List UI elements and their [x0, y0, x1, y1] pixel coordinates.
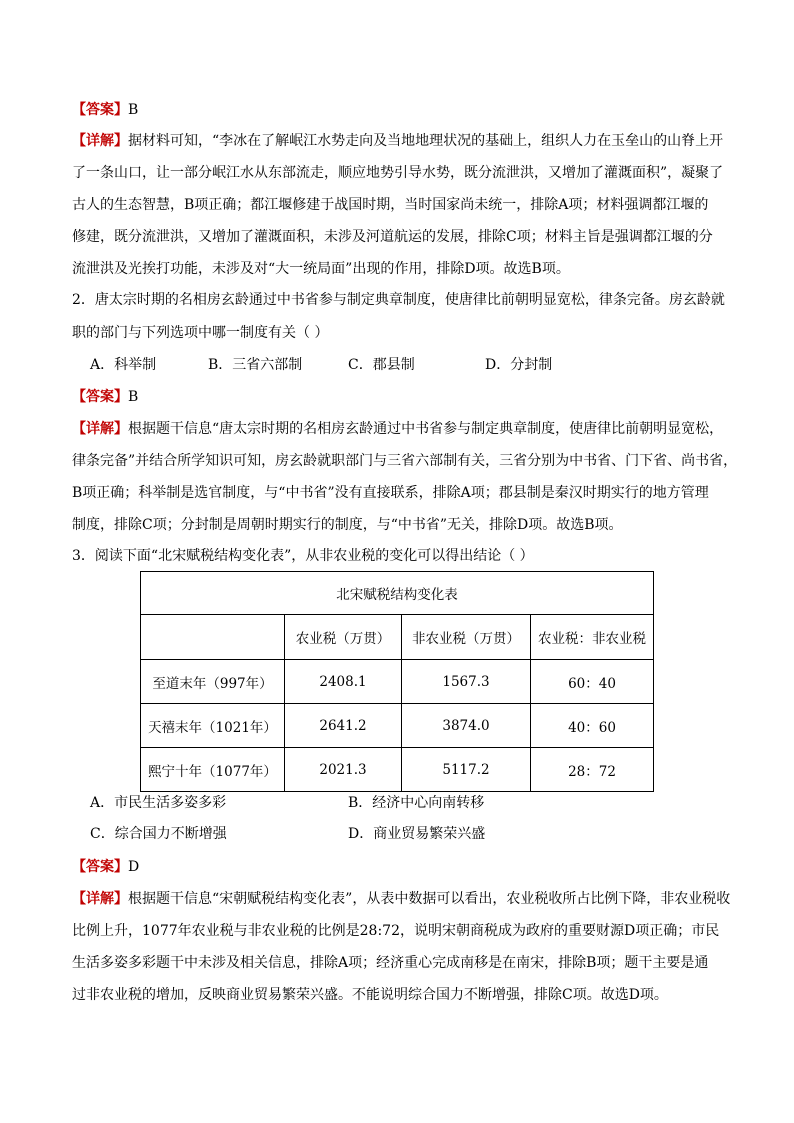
q3-option-c: C．综合国力不断增强	[90, 826, 227, 842]
q2-option-a: A．科举制	[90, 357, 157, 373]
q3-option-a: A．市民生活多姿多彩	[90, 795, 227, 811]
detail-tag: 【详解】	[72, 891, 128, 907]
answer-value: B	[128, 389, 139, 405]
q1-detail-line: 修建，既分流泄洪，又增加了灌溉面积，未涉及河道航运的发展，排除C项；材料主旨是强调都江堰的分	[72, 229, 713, 245]
table-header-cell: 农业税（万贯）	[285, 615, 402, 660]
table-cell: 2641.2	[285, 704, 402, 748]
q2-answer	[72, 387, 138, 407]
table-header-cell: 非农业税（万贯）	[402, 615, 531, 660]
table-cell: 天禧末年（1021年）	[141, 704, 285, 748]
table-header-row	[141, 615, 654, 660]
table-cell: 40：60	[531, 704, 654, 748]
table-cell: 至道末年（997年）	[141, 660, 285, 704]
q2-stem-line: 2．唐太宗时期的名相房玄龄通过中书省参与制定典章制度，使唐律比前朝明显宽松，律条完备。房玄龄就	[72, 292, 725, 308]
tax-structure-table	[140, 571, 654, 792]
table-cell: 熙宁十年（1077年）	[141, 748, 285, 792]
q2-option-c: C．郡县制	[348, 357, 415, 373]
q3-detail-line: 比例上升，1077年农业税与非农业税的比例是28:72，说明宋朝商税成为政府的重要财源D项正确；市民	[72, 923, 720, 939]
answer-tag: 【答案】	[72, 389, 128, 405]
detail-tag: 【详解】	[72, 133, 128, 149]
q1-detail-line: 古人的生态智慧，B项正确；都江堰修建于战国时期，当时国家尚未统一，排除A项；材料强调都江堰的	[72, 197, 709, 213]
q2-detail-line	[72, 419, 723, 439]
q2-stem-line: 职的部门与下列选项中哪一制度有关（ ）	[72, 325, 329, 341]
q1-detail-line: 了一条山口，让一部分岷江水从东部流走，顺应地势引导水势，既分流泄洪，又增加了灌溉面积”，凝聚了	[72, 165, 724, 181]
q2-option-b: B．三省六部制	[208, 357, 303, 373]
table-row	[141, 660, 654, 704]
q2-detail-line: 律条完备”并结合所学知识可知，房玄龄就职部门与三省六部制有关，三省分别为中书省、门下省、尚书省，	[72, 453, 738, 469]
q3-stem: 3．阅读下面“北宋赋税结构变化表”，从非农业税的变化可以得出结论（ ）	[72, 548, 534, 564]
q1-answer	[72, 100, 138, 120]
answer-tag: 【答案】	[72, 859, 128, 875]
table-row	[141, 704, 654, 748]
table-header-cell: 农业税：非农业税	[531, 615, 654, 660]
answer-tag: 【答案】	[72, 102, 128, 118]
q2-option-d: D．分封制	[485, 357, 553, 373]
q1-detail-line: 流泄洪及光挨打功能，未涉及对“大一统局面”出现的作用，排除D项。故选B项。	[72, 261, 570, 277]
detail-text: 根据题干信息“宋朝赋税结构变化表”，从表中数据可以看出，农业税收所占比例下降，非农业税收	[128, 891, 731, 907]
q2-detail-line: 制度，排除C项；分封制是周朝时期实行的制度，与“中书省”无关，排除D项。故选B项。	[72, 517, 623, 533]
table-cell: 60：40	[531, 660, 654, 704]
answer-value: B	[128, 102, 139, 118]
q1-detail-line	[72, 131, 723, 151]
q3-option-b: B．经济中心向南转移	[348, 795, 485, 811]
q3-detail-line	[72, 889, 730, 909]
detail-text: 据材料可知，“李冰在了解岷江水势走向及当地地理状况的基础上，组织人力在玉垒山的山脊上开	[128, 133, 724, 149]
table-cell: 3874.0	[402, 704, 531, 748]
q3-detail-line: 生活多姿多彩题干中未涉及相关信息，排除A项；经济重心完成南移是在南宋，排除B项；题干主要是通	[72, 955, 709, 971]
table-header-cell	[141, 615, 285, 660]
table-cell: 1567.3	[402, 660, 531, 704]
detail-text: 根据题干信息“唐太宗时期的名相房玄龄通过中书省参与制定典章制度，使唐律比前朝明显宽松，	[128, 421, 724, 437]
detail-tag: 【详解】	[72, 421, 128, 437]
table-cell: 2021.3	[285, 748, 402, 792]
q3-detail-line: 过非农业税的增加，反映商业贸易繁荣兴盛。不能说明综合国力不断增强，排除C项。故选D项。	[72, 987, 668, 1003]
q2-detail-line: B项正确；科举制是选官制度，与“中书省”没有直接联系，排除A项；郡县制是秦汉时期实行的地方管理	[72, 485, 709, 501]
q3-option-d: D．商业贸易繁荣兴盛	[348, 826, 486, 842]
table-cell: 2408.1	[285, 660, 402, 704]
table-caption: 北宋赋税结构变化表	[141, 572, 654, 615]
answer-value: D	[128, 859, 140, 875]
table-row	[141, 748, 654, 792]
table-cell: 28：72	[531, 748, 654, 792]
table-cell: 5117.2	[402, 748, 531, 792]
q3-answer	[72, 857, 139, 877]
